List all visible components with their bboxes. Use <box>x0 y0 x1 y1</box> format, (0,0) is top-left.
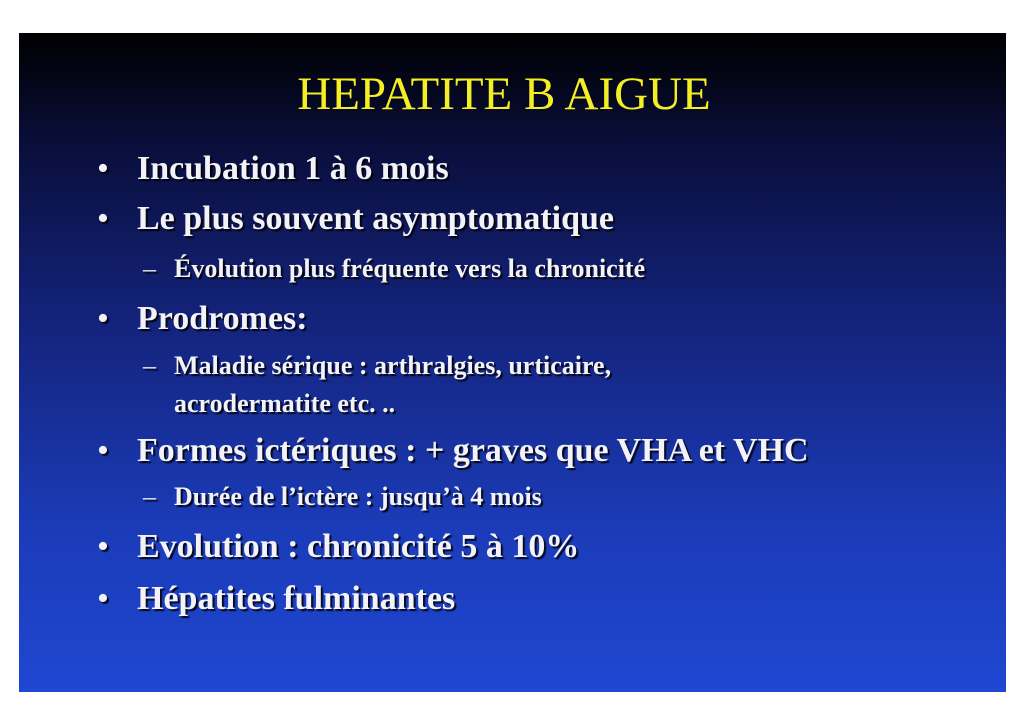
dash-marker: – <box>143 254 156 283</box>
sub-bullet-item <box>143 482 542 512</box>
sub-bullet-text: Évolution plus fréquente vers la chronicité <box>174 254 646 283</box>
bullet-item <box>99 431 809 471</box>
bullet-item <box>99 199 614 239</box>
slide-title: HEPATITE B AIGUE <box>297 68 711 120</box>
bullet-marker: • <box>97 300 109 337</box>
dash-marker: – <box>143 482 156 511</box>
bullet-text: Hépatites fulminantes <box>137 580 456 617</box>
bullet-marker: • <box>97 528 109 565</box>
bullet-marker: • <box>97 432 109 469</box>
sub-bullet-text: Durée de l’ictère : jusqu’à 4 mois <box>174 482 542 511</box>
bullet-item <box>99 527 579 567</box>
bullet-marker: • <box>97 150 109 187</box>
slide <box>19 33 1006 692</box>
bullet-list <box>19 33 1006 692</box>
sub-bullet-continuation: acrodermatite etc. .. <box>174 389 396 418</box>
bullet-item <box>99 579 455 619</box>
bullet-text: Evolution : chronicité 5 à 10% <box>137 528 580 565</box>
bullet-marker: • <box>97 200 109 237</box>
bullet-text: Le plus souvent asymptomatique <box>137 200 615 237</box>
bullet-item <box>99 299 308 339</box>
bullet-text: Incubation 1 à 6 mois <box>137 150 449 187</box>
bullet-text: Prodromes: <box>137 300 308 337</box>
bullet-item <box>99 149 449 189</box>
sub-bullet-item <box>143 351 611 381</box>
bullet-text: Formes ictériques : + graves que VHA et VHC <box>137 432 809 469</box>
sub-bullet-text: Maladie sérique : arthralgies, urticaire, <box>174 351 612 380</box>
dash-marker: – <box>143 351 156 380</box>
sub-bullet-item <box>143 254 645 284</box>
bullet-marker: • <box>97 580 109 617</box>
